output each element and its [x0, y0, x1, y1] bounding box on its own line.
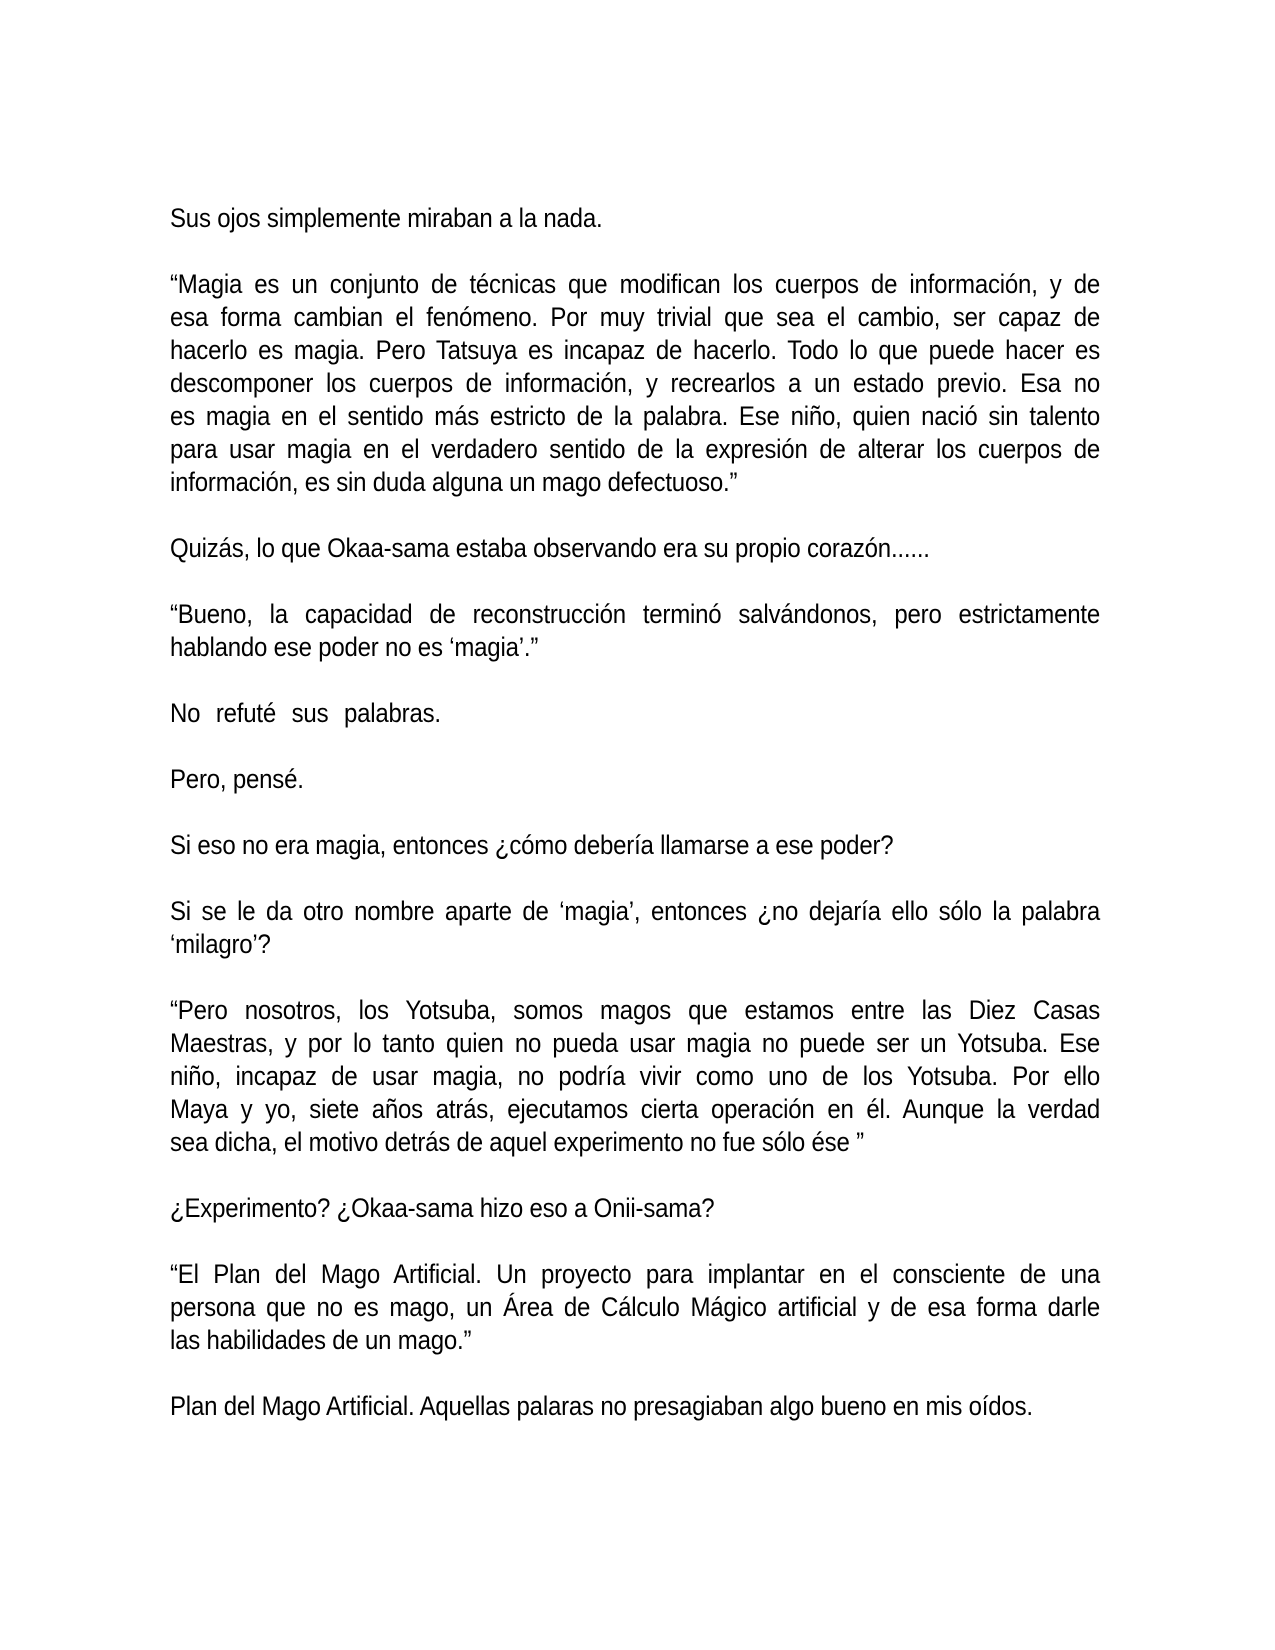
- text-line: [170, 200, 1100, 237]
- paragraph: [170, 599, 1100, 665]
- text-run: Plan del Mago Artificial. Aquellas palaras no presagiaban algo bueno en mis oídos.: [170, 1391, 1033, 1422]
- paragraph: [170, 896, 1100, 962]
- text-run: No refuté sus palabras.: [170, 698, 441, 729]
- text-run: Si se le da otro nombre aparte de ‘magia’, entonces ¿no dejaría ello sólo la palabra: [170, 896, 1100, 927]
- text-run: Pero, pensé.: [170, 764, 304, 795]
- text-line: [170, 1388, 1100, 1425]
- text-line: [170, 1025, 1100, 1062]
- text-line: [170, 365, 1100, 402]
- paragraph: [170, 830, 1100, 863]
- paragraph: [170, 1193, 1100, 1226]
- paragraph: [170, 269, 1100, 500]
- text-run: sea dicha, el motivo detrás de aquel experimento no fue sólo ése ”: [170, 1127, 864, 1158]
- text-line: [170, 695, 1100, 732]
- text-line: [170, 893, 1100, 930]
- text-line: [170, 464, 1100, 501]
- text-line: [170, 530, 1100, 567]
- paragraph: [170, 203, 1100, 236]
- text-run: esa forma cambian el fenómeno. Por muy trivial que sea el cambio, ser capaz de: [170, 302, 1100, 333]
- text-line: [170, 1256, 1100, 1293]
- paragraph: [170, 1259, 1100, 1358]
- text-run: información, es sin duda alguna un mago defectuoso.”: [170, 467, 738, 498]
- text-line: [170, 1091, 1100, 1128]
- text-block: [170, 203, 1100, 1424]
- text-run: hacerlo es magia. Pero Tatsuya es incapaz de hacerlo. Todo lo que puede hacer es: [170, 335, 1100, 366]
- paragraph: [170, 995, 1100, 1160]
- text-run: persona que no es mago, un Área de Cálculo Mágico artificial y de esa forma darle: [170, 1292, 1100, 1323]
- paragraph: [170, 764, 1100, 797]
- text-run: hablando ese poder no es ‘magia’.”: [170, 632, 539, 663]
- text-run: “Pero nosotros, los Yotsuba, somos magos que estamos entre las Diez Casas: [170, 995, 1100, 1026]
- text-line: [170, 431, 1100, 468]
- text-run: Maestras, y por lo tanto quien no pueda usar magia no puede ser un Yotsuba. Ese: [170, 1028, 1100, 1059]
- text-line: [170, 827, 1100, 864]
- paragraph: [170, 1391, 1100, 1424]
- text-line: [170, 596, 1100, 633]
- text-line: [170, 992, 1100, 1029]
- text-line: [170, 332, 1100, 369]
- text-run: Quizás, lo que Okaa-sama estaba observando era su propio corazón......: [170, 533, 930, 564]
- text-line: [170, 629, 1100, 666]
- text-line: [170, 1058, 1100, 1095]
- text-run: Sus ojos simplemente miraban a la nada.: [170, 203, 603, 234]
- text-run: niño, incapaz de usar magia, no podría vivir como uno de los Yotsuba. Por ello: [170, 1061, 1100, 1092]
- text-run: Si eso no era magia, entonces ¿cómo debería llamarse a ese poder?: [170, 830, 894, 861]
- text-line: [170, 1124, 1100, 1161]
- paragraph: [170, 698, 1100, 731]
- text-run: para usar magia en el verdadero sentido de la expresión de alterar los cuerpos de: [170, 434, 1100, 465]
- text-line: [170, 1190, 1100, 1227]
- text-run: “Bueno, la capacidad de reconstrucción terminó salvándonos, pero estrictamente: [170, 599, 1100, 630]
- text-line: [170, 926, 1100, 963]
- text-line: [170, 1289, 1100, 1326]
- text-run: “Magia es un conjunto de técnicas que modifican los cuerpos de información, y de: [170, 269, 1100, 300]
- paragraph: [170, 533, 1100, 566]
- text-line: [170, 299, 1100, 336]
- text-run: las habilidades de un mago.”: [170, 1325, 472, 1356]
- text-run: descomponer los cuerpos de información, y recrearlos a un estado previo. Esa no: [170, 368, 1100, 399]
- text-run: ‘milagro’?: [170, 929, 271, 960]
- text-run: es magia en el sentido más estricto de la palabra. Ese niño, quien nació sin talento: [170, 401, 1100, 432]
- text-line: [170, 1322, 1100, 1359]
- text-line: [170, 398, 1100, 435]
- text-run: “El Plan del Mago Artificial. Un proyecto para implantar en el consciente de una: [170, 1259, 1100, 1290]
- text-run: ¿Experimento? ¿Okaa-sama hizo eso a Onii-sama?: [170, 1193, 715, 1224]
- text-line: [170, 761, 1100, 798]
- text-run: Maya y yo, siete años atrás, ejecutamos cierta operación en él. Aunque la verdad: [170, 1094, 1100, 1125]
- text-line: [170, 266, 1100, 303]
